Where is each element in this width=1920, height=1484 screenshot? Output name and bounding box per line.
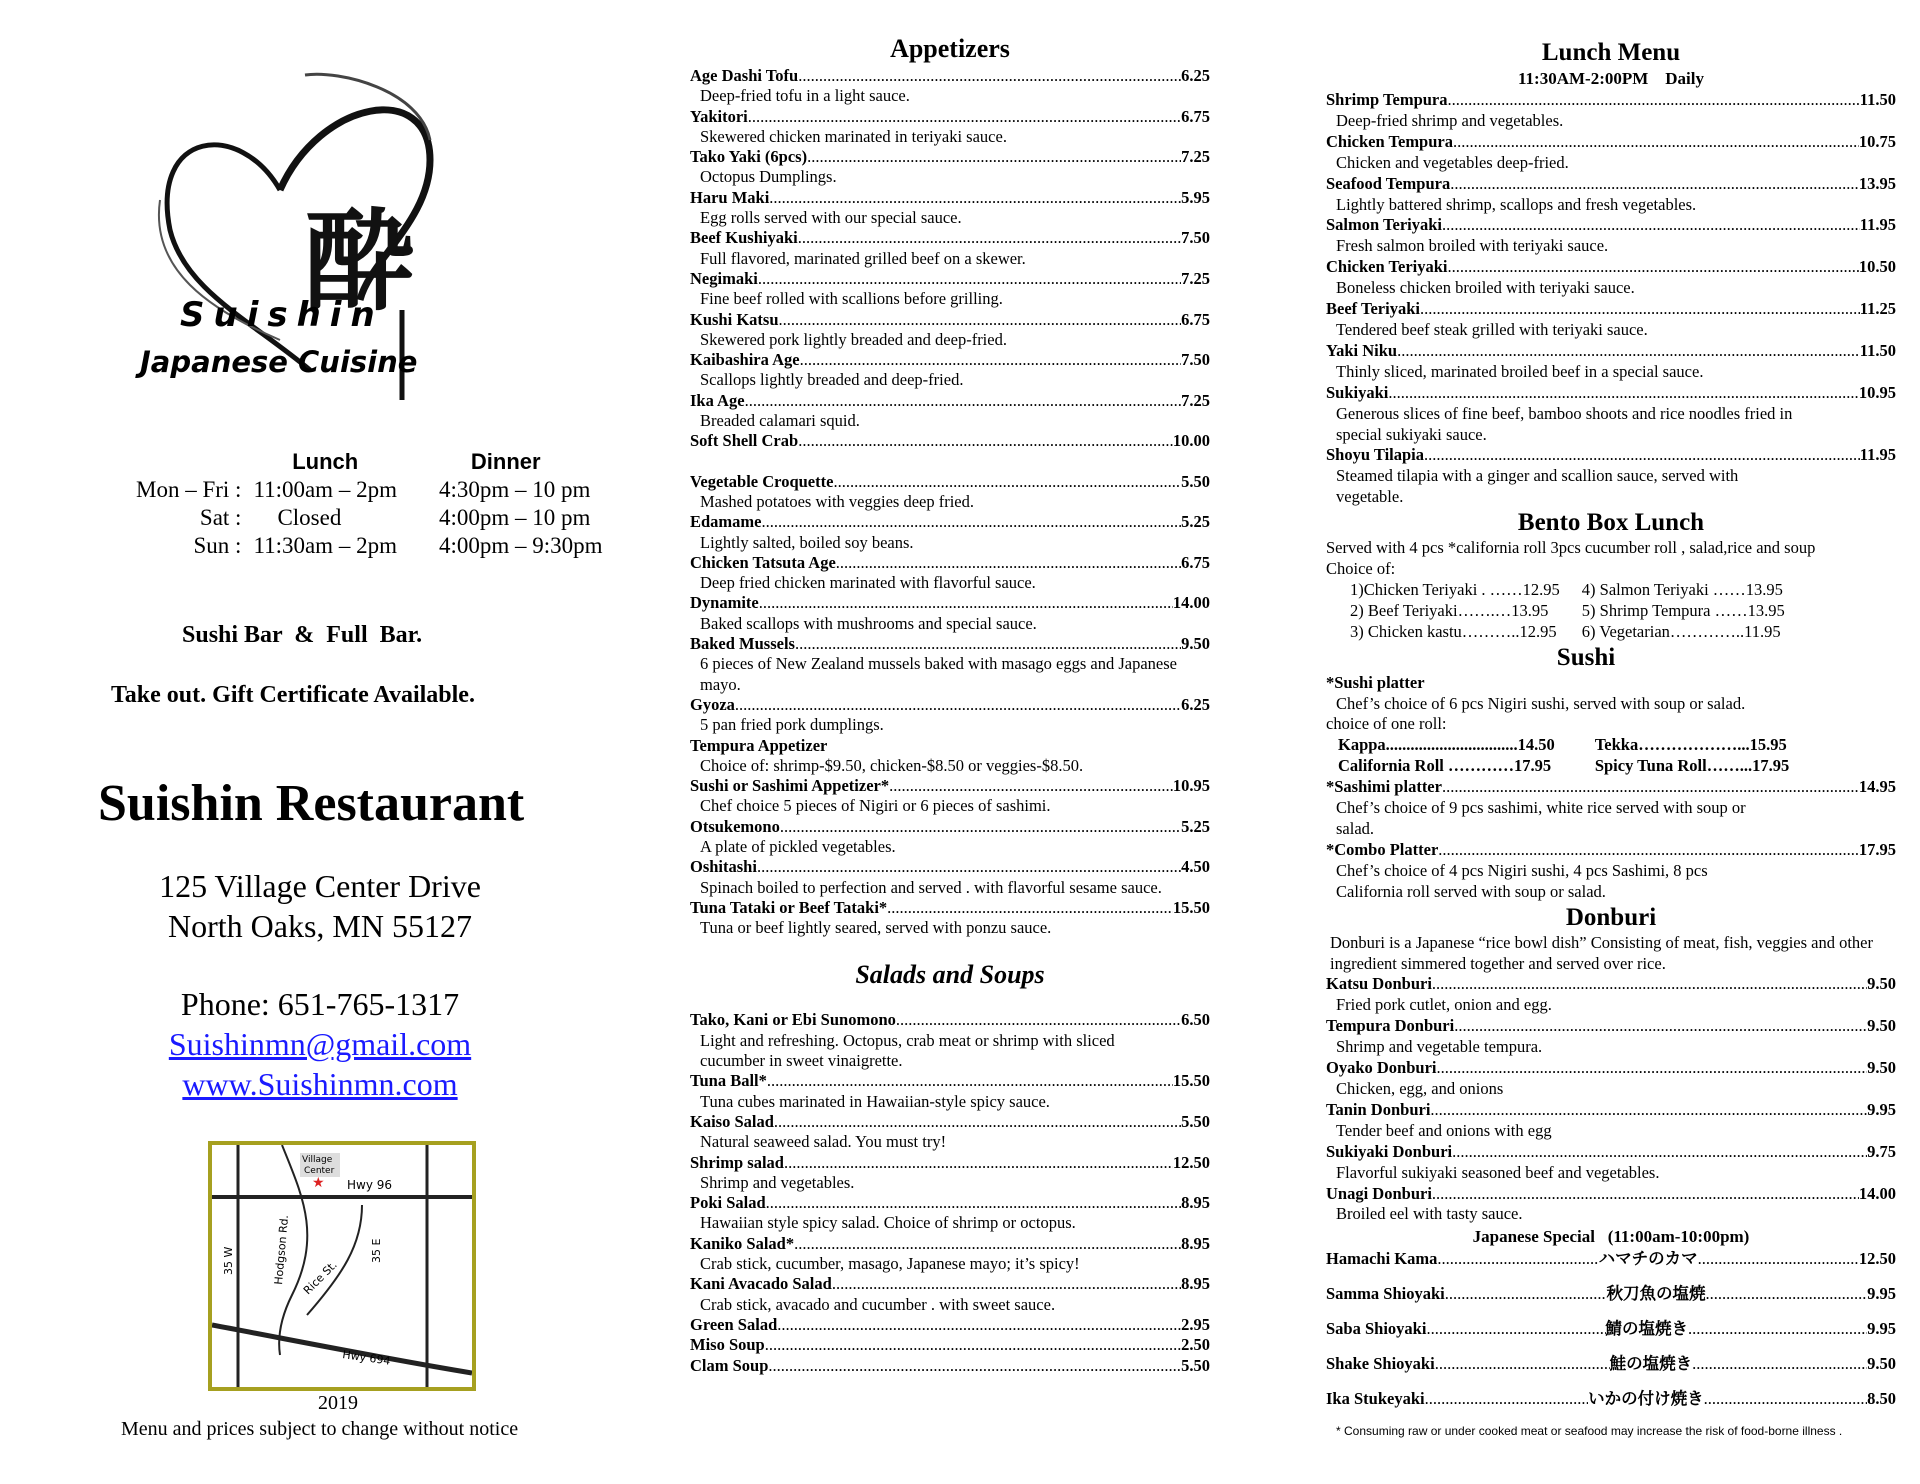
item-price: 7.25 — [1181, 390, 1210, 410]
menu-item — [1326, 257, 1896, 299]
food-safety-footnote: * Consuming raw or under cooked meat or seafood may increase the risk of food-borne illness . — [1336, 1423, 1843, 1438]
item-description: Thinly sliced, marinated broiled beef in a special sauce. — [1336, 361, 1704, 381]
item-name: Soft Shell Crab — [690, 431, 799, 451]
item-price: 9.50 — [1867, 1058, 1896, 1078]
item-description: Deep fried chicken marinated with flavorful sauce. — [700, 573, 1036, 593]
bento-intro: Served with 4 pcs *california roll 3pcs cucumber roll , salad,rice and soup — [1326, 538, 1816, 558]
item-japanese-name: 秋刀魚の塩焼 — [1606, 1284, 1706, 1304]
menu-item — [690, 1193, 1210, 1234]
menu-item — [690, 391, 1210, 432]
item-price: 7.50 — [1181, 350, 1210, 370]
sushi-platter: *Sushi platter — [1326, 672, 1425, 692]
item-name: Green Salad — [690, 1314, 778, 1334]
hours-row: Sat : Closed 4:00pm – 10 pm — [199, 505, 591, 530]
menu-item — [690, 736, 1210, 777]
svg-text:Hwy 96: Hwy 96 — [347, 1178, 393, 1192]
item-description: 5 pan fried pork dumplings. — [700, 715, 884, 735]
menu-item — [1326, 299, 1896, 341]
menu-item — [690, 350, 1210, 391]
item-name: Miso Soup — [690, 1335, 765, 1355]
sushi-bar-note: Sushi Bar & Full Bar. — [182, 622, 423, 648]
item-description: Deep-fried tofu in a light sauce. — [700, 86, 910, 106]
menu-item — [690, 431, 1210, 451]
item-name: Tuna Tataki or Beef Tataki* — [690, 897, 888, 917]
appetizers-column — [690, 0, 1210, 1376]
item-name: Dynamite — [690, 593, 759, 613]
item-description: Steamed tilapia with a ginger and scallion sauce, served with vegetable. — [1336, 466, 1739, 507]
item-description: Tendered beef steak grilled with teriyaki sauce. — [1336, 319, 1648, 339]
item-name: Tanin Donburi — [1326, 1099, 1431, 1119]
item-price: 8.50 — [1867, 1388, 1896, 1408]
svg-text:Village: Village — [302, 1155, 333, 1165]
item-description: Tuna cubes marinated in Hawaiian-style spicy sauce. — [700, 1091, 1050, 1111]
menu-item — [690, 1335, 1210, 1355]
hours-table — [130, 448, 609, 560]
item-price: 14.00 — [1858, 1183, 1896, 1203]
item-price: 10.75 — [1858, 131, 1896, 151]
item-name: Ika Stukeyaki — [1326, 1388, 1425, 1408]
item-price: 10.95 — [1172, 776, 1210, 796]
item-price: 10.00 — [1172, 431, 1210, 451]
item-description: Lightly salted, boiled soy beans. — [700, 532, 914, 552]
item-price: 5.25 — [1181, 816, 1210, 836]
website-link[interactable]: www.Suishinmn.com — [182, 1066, 458, 1102]
menu-item — [690, 817, 1210, 858]
item-name: Edamame — [690, 512, 762, 532]
item-description: Light and refreshing. Octopus, crab meat or shrimp with sliced cucumber in sweet vinaigrette. — [700, 1030, 1115, 1071]
item-name: Shrimp salad — [690, 1152, 784, 1172]
item-price: 8.95 — [1181, 1193, 1210, 1213]
item-description: Spinach boiled to perfection and served . with flavorful sesame sauce. — [700, 877, 1162, 897]
appetizers-title: Appetizers — [890, 34, 1010, 63]
item-price: 14.00 — [1172, 593, 1210, 613]
item-price: 11.50 — [1859, 340, 1896, 360]
menu-item — [690, 147, 1210, 188]
item-description: Skewered pork lightly breaded and deep-fried. — [700, 329, 1007, 349]
svg-text:Rice St.: Rice St. — [300, 1258, 340, 1298]
item-price: 6.25 — [1181, 694, 1210, 714]
item-price: 12.50 — [1172, 1152, 1210, 1172]
item-description: Deep-fried shrimp and vegetables. — [1336, 110, 1564, 130]
logo-subtitle: Japanese Cuisine — [140, 345, 418, 379]
item-name: Unagi Donburi — [1326, 1183, 1432, 1203]
menu-item — [690, 1010, 1210, 1071]
donburi-intro: Donburi is a Japanese “rice bowl dish” Consisting of meat, fish, veggies and other ingredient simmered together and served over rice. — [1330, 932, 1874, 973]
item-name: Yaki Niku — [1326, 340, 1398, 360]
japanese-special-title: Japanese Special (11:00am-10:00pm) — [1472, 1227, 1750, 1247]
item-japanese-name: いかの付け焼き — [1588, 1388, 1704, 1408]
item-price: 9.50 — [1867, 1354, 1896, 1374]
item-description: Baked scallops with mushrooms and special sauce. — [700, 613, 1037, 633]
price-notice: Menu and prices subject to change without notice — [121, 1418, 519, 1440]
phone: Phone: 651-765-1317 — [180, 986, 460, 1022]
item-name: Otsukemono — [690, 816, 780, 836]
item-description: Flavorful sukiyaki seasoned beef and vegetables. — [1336, 1162, 1660, 1182]
item-price: 7.25 — [1181, 268, 1210, 288]
item-price: 6.75 — [1181, 552, 1210, 572]
item-name: Kaibashira Age — [690, 350, 800, 370]
menu-item — [690, 1112, 1210, 1153]
menu-item — [690, 1071, 1210, 1112]
item-price: 6.50 — [1181, 1010, 1210, 1030]
item-name: Haru Maki — [690, 187, 770, 207]
hours-row: Mon – Fri : 11:00am – 2pm 4:30pm – 10 pm — [136, 477, 591, 502]
item-price: 10.95 — [1858, 382, 1896, 402]
menu-item — [690, 472, 1210, 513]
item-name: Oyako Donburi — [1326, 1058, 1437, 1078]
menu-item — [690, 857, 1210, 898]
item-price: 15.50 — [1172, 1071, 1210, 1091]
item-description: Fried pork cutlet, onion and egg. — [1336, 995, 1552, 1015]
menu-item — [1326, 974, 1896, 1016]
item-name: Poki Salad — [690, 1193, 766, 1213]
item-name: Kushi Katsu — [690, 309, 779, 329]
year: 2019 — [318, 1392, 358, 1414]
item-description: 6 pieces of New Zealand mussels baked with masago eggs and Japanese mayo. — [700, 654, 1177, 694]
item-price: 11.25 — [1859, 299, 1896, 319]
item-price: 5.95 — [1181, 187, 1210, 207]
sashimi-platter: *Sashimi platter ..... 14.95 Chef’s choice of 9 pcs sashimi, white rice served with soup or salad. — [1326, 777, 1896, 840]
menu-item — [690, 188, 1210, 229]
item-name: Kaniko Salad* — [690, 1233, 795, 1253]
item-japanese-name: 鮭の塩焼き — [1609, 1354, 1693, 1374]
item-price: 11.95 — [1859, 215, 1896, 235]
item-name: Seafood Tempura — [1326, 173, 1451, 193]
donburi-title: Donburi — [1565, 903, 1657, 931]
item-name: Negimaki — [690, 268, 758, 288]
sushi-title: Sushi — [1556, 643, 1616, 671]
japanese-special-list — [1326, 1249, 1896, 1410]
item-name: Beef Teriyaki — [1326, 299, 1420, 319]
email-link[interactable]: Suishinmn@gmail.com — [168, 1026, 472, 1062]
menu-item — [1326, 1354, 1896, 1375]
item-description: Boneless chicken broiled with teriyaki sauce. — [1336, 278, 1635, 298]
donburi-list — [1326, 974, 1896, 1225]
appetizer-list-2 — [690, 472, 1210, 939]
item-name: Vegetable Croquette — [690, 471, 834, 491]
menu-item — [1326, 215, 1896, 257]
item-name: Salmon Teriyaki — [1326, 215, 1442, 235]
menu-item — [1326, 1142, 1896, 1184]
item-description: Shrimp and vegetable tempura. — [1336, 1037, 1543, 1057]
item-description: Shrimp and vegetables. — [700, 1172, 855, 1192]
menu-item — [690, 593, 1210, 634]
item-description: Chef choice 5 pieces of Nigiri or 6 pieces of sashimi. — [700, 796, 1051, 816]
item-name: Saba Shioyaki — [1326, 1319, 1427, 1339]
menu-item — [690, 898, 1210, 939]
item-price: 9.50 — [1867, 1016, 1896, 1036]
sushi-roll-options: Kappa................................14.50 Tekka………………...15.95 California Roll …………17.95 Spicy Tuna Roll……...17.95 — [1338, 735, 1790, 776]
menu-item — [690, 1153, 1210, 1194]
item-price: 13.95 — [1858, 173, 1896, 193]
menu-item — [690, 1274, 1210, 1315]
location-map — [208, 1141, 476, 1391]
item-name: Beef Kushiyaki — [690, 228, 798, 248]
item-name: Shake Shioyaki — [1326, 1354, 1435, 1374]
menu-item — [690, 776, 1210, 817]
item-price: 9.50 — [1867, 974, 1896, 994]
item-price: 9.50 — [1181, 634, 1210, 654]
menu-item — [1326, 1249, 1896, 1270]
item-price: 5.50 — [1181, 1111, 1210, 1131]
item-price: 6.75 — [1181, 106, 1210, 126]
item-price: 11.95 — [1859, 445, 1896, 465]
item-price: 7.50 — [1181, 228, 1210, 248]
item-japanese-name: 鯖の塩焼き — [1605, 1319, 1689, 1339]
menu-item — [1326, 445, 1896, 508]
menu-item — [1326, 1389, 1896, 1410]
menu-item — [690, 634, 1210, 695]
item-name: Samma Shioyaki — [1326, 1284, 1445, 1304]
sushi-roll-choice: choice of one roll: — [1326, 714, 1447, 734]
item-name: Tuna Ball* — [690, 1071, 767, 1091]
item-description: Tender beef and onions with egg — [1336, 1120, 1552, 1140]
bento-title: Bento Box Lunch — [1517, 509, 1705, 537]
item-name: Sukiyaki — [1326, 382, 1389, 402]
menu-item — [1326, 1100, 1896, 1142]
restaurant-name: Suishin Restaurant — [98, 775, 525, 832]
item-price: 5.50 — [1181, 471, 1210, 491]
item-name: Kaiso Salad — [690, 1111, 774, 1131]
item-description: Skewered chicken marinated in teriyaki sauce. — [700, 126, 1007, 146]
address-line-1: 125 Village Center Drive — [159, 868, 481, 904]
menu-item — [1326, 383, 1896, 446]
item-description: Egg rolls served with our special sauce. — [700, 208, 962, 228]
item-name: Chicken Tatsuta Age — [690, 552, 836, 572]
menu-item — [690, 1315, 1210, 1335]
salads-title: Salads and Soups — [855, 960, 1045, 990]
menu-item — [690, 310, 1210, 351]
item-name: Age Dashi Tofu — [690, 66, 799, 85]
item-price: 11.50 — [1859, 90, 1896, 109]
sushi-platter-desc: Chef’s choice of 6 pcs Nigiri sushi, served with soup or salad. — [1336, 693, 1746, 713]
item-description: Hawaiian style spicy salad. Choice of shrimp or octopus. — [700, 1213, 1076, 1233]
menu-item — [690, 1234, 1210, 1275]
item-description: Chicken and vegetables deep-fried. — [1336, 152, 1569, 172]
item-price: 10.50 — [1858, 257, 1896, 277]
menu-item — [690, 695, 1210, 736]
item-price: 6.25 — [1181, 66, 1210, 85]
item-price: 5.25 — [1181, 512, 1210, 532]
item-price: 2.50 — [1181, 1335, 1210, 1355]
item-name: Shoyu Tilapia — [1326, 445, 1424, 465]
item-price: 9.95 — [1867, 1319, 1896, 1339]
item-name: Tempura Donburi — [1326, 1016, 1455, 1036]
menu-item — [690, 66, 1210, 107]
dinner-header: Dinner — [470, 449, 541, 474]
menu-item — [1326, 1016, 1896, 1058]
menu-item — [1326, 1058, 1896, 1100]
item-description: Crab stick, avacado and cucumber . with sweet sauce. — [700, 1294, 1056, 1314]
item-price: 12.50 — [1858, 1249, 1896, 1269]
item-price: 4.50 — [1181, 857, 1210, 877]
menu-item — [690, 269, 1210, 310]
item-price: 5.50 — [1181, 1355, 1210, 1375]
item-name: Tako Yaki (6pcs) — [690, 147, 808, 167]
menu-item — [690, 107, 1210, 148]
menu-item — [690, 1356, 1210, 1376]
info-column — [0, 0, 680, 1484]
hours-row: Sun : 11:30am – 2pm 4:00pm – 9:30pm — [193, 533, 603, 558]
item-name: Gyoza — [690, 694, 735, 714]
item-name: Sushi or Sashimi Appetizer* — [690, 776, 890, 796]
item-name: Baked Mussels — [690, 634, 795, 654]
lunch-list — [1326, 90, 1896, 508]
menu-item — [690, 512, 1210, 553]
lunch-header: Lunch — [292, 449, 359, 474]
item-name: Yakitori — [690, 106, 748, 126]
menu-item — [1326, 174, 1896, 216]
menu-item — [1326, 90, 1896, 132]
lunch-hours: 11:30AM-2:00PM Daily — [1517, 69, 1705, 88]
item-description: Full flavored, marinated grilled beef on a skewer. — [700, 248, 1026, 268]
item-price: 8.95 — [1181, 1233, 1210, 1253]
appetizer-list — [690, 66, 1210, 452]
svg-text:Hwy 694: Hwy 694 — [341, 1348, 392, 1368]
bento-choice: Choice of: — [1326, 559, 1396, 579]
item-price: 9.95 — [1867, 1099, 1896, 1119]
svg-text:Center: Center — [304, 1166, 335, 1176]
takeout-note: Take out. Gift Certificate Available. — [111, 682, 475, 708]
item-description: Generous slices of fine beef, bamboo shoots and rice noodles fried in special sukiyaki sauce. — [1336, 403, 1793, 444]
logo-name: Suishin — [180, 295, 384, 335]
item-description: Crab stick, cucumber, masago, Japanese mayo; it’s spicy! — [700, 1254, 1080, 1274]
item-description: A plate of pickled vegetables. — [700, 836, 896, 856]
item-description: Broiled eel with tasty sauce. — [1336, 1204, 1523, 1224]
address-line-2: North Oaks, MN 55127 — [168, 908, 472, 944]
combo-platter: *Combo Platter ..... 17.95 Chef’s choice of 4 pcs Nigiri sushi, 4 pcs Sashimi, 8 pcs California roll served with soup or salad. — [1326, 840, 1896, 903]
item-description: Choice of: shrimp-$9.50, chicken-$8.50 or veggies-$8.50. — [700, 755, 1084, 775]
item-name: Oshitashi — [690, 857, 757, 877]
menu-item — [1326, 1184, 1896, 1226]
item-description: Tuna or beef lightly seared, served with ponzu sauce. — [700, 918, 1052, 938]
bento-choices: 1)Chicken Teriyaki . ……12.95 4) Salmon Teriyaki ……13.95 2) Beef Teriyaki…….…13.95 5) Shrimp Tempura ……13.95 3) Chicken kastu………..12.95 6) Vegetarian…………..11.95 — [1350, 579, 1785, 641]
menu-item — [1326, 1319, 1896, 1340]
item-description: Mashed potatoes with veggies deep fried. — [700, 491, 975, 511]
item-name: Chicken Teriyaki — [1326, 257, 1448, 277]
menu-item — [1326, 341, 1896, 383]
item-price: 9.75 — [1867, 1141, 1896, 1161]
item-name: Sukiyaki Donburi — [1326, 1141, 1453, 1161]
svg-text:Hodgson Rd.: Hodgson Rd. — [272, 1214, 292, 1286]
svg-text:35 E: 35 E — [370, 1238, 383, 1263]
item-name: Clam Soup — [690, 1355, 769, 1375]
salad-list — [690, 1010, 1210, 1375]
item-name: Katsu Donburi — [1326, 974, 1432, 994]
item-name: Hamachi Kama — [1326, 1249, 1438, 1269]
item-description: Octopus Dumplings. — [700, 167, 837, 187]
item-japanese-name: ハマチのカマ — [1598, 1249, 1698, 1269]
item-name: Chicken Tempura — [1326, 131, 1453, 151]
map-star-icon: ★ — [312, 1176, 325, 1191]
item-description: Fine beef rolled with scallions before grilling. — [700, 289, 1003, 309]
item-name: Tempura Appetizer — [690, 735, 828, 755]
item-description: Natural seaweed salad. You must try! — [700, 1132, 947, 1152]
lunch-title: Lunch Menu — [1541, 39, 1681, 66]
item-price: 2.95 — [1181, 1314, 1210, 1334]
menu-item — [1326, 132, 1896, 174]
item-name: Ika Age — [690, 390, 745, 410]
menu-item — [690, 228, 1210, 269]
menu-item — [1326, 1284, 1896, 1305]
item-price: 6.75 — [1181, 309, 1210, 329]
item-price: 9.95 — [1867, 1284, 1896, 1304]
item-description: Scallops lightly breaded and deep-fried. — [700, 370, 964, 390]
item-description: Breaded calamari squid. — [700, 411, 860, 431]
menu-item — [690, 553, 1210, 594]
item-description: Lightly battered shrimp, scallops and fresh vegetables. — [1336, 194, 1697, 214]
item-name: Shrimp Tempura — [1326, 90, 1448, 109]
item-name: Tako, Kani or Ebi Sunomono — [690, 1010, 896, 1030]
svg-text:35 W: 35 W — [222, 1246, 235, 1275]
item-price: 15.50 — [1172, 897, 1210, 917]
item-name: Kani Avacado Salad — [690, 1274, 832, 1294]
lunch-column — [1326, 0, 1896, 1438]
item-price: 8.95 — [1181, 1274, 1210, 1294]
item-price: 7.25 — [1181, 147, 1210, 167]
item-description: Chicken, egg, and onions — [1336, 1078, 1504, 1098]
item-description: Fresh salmon broiled with teriyaki sauce. — [1336, 236, 1609, 256]
svg-text:酔: 酔 — [305, 197, 415, 326]
